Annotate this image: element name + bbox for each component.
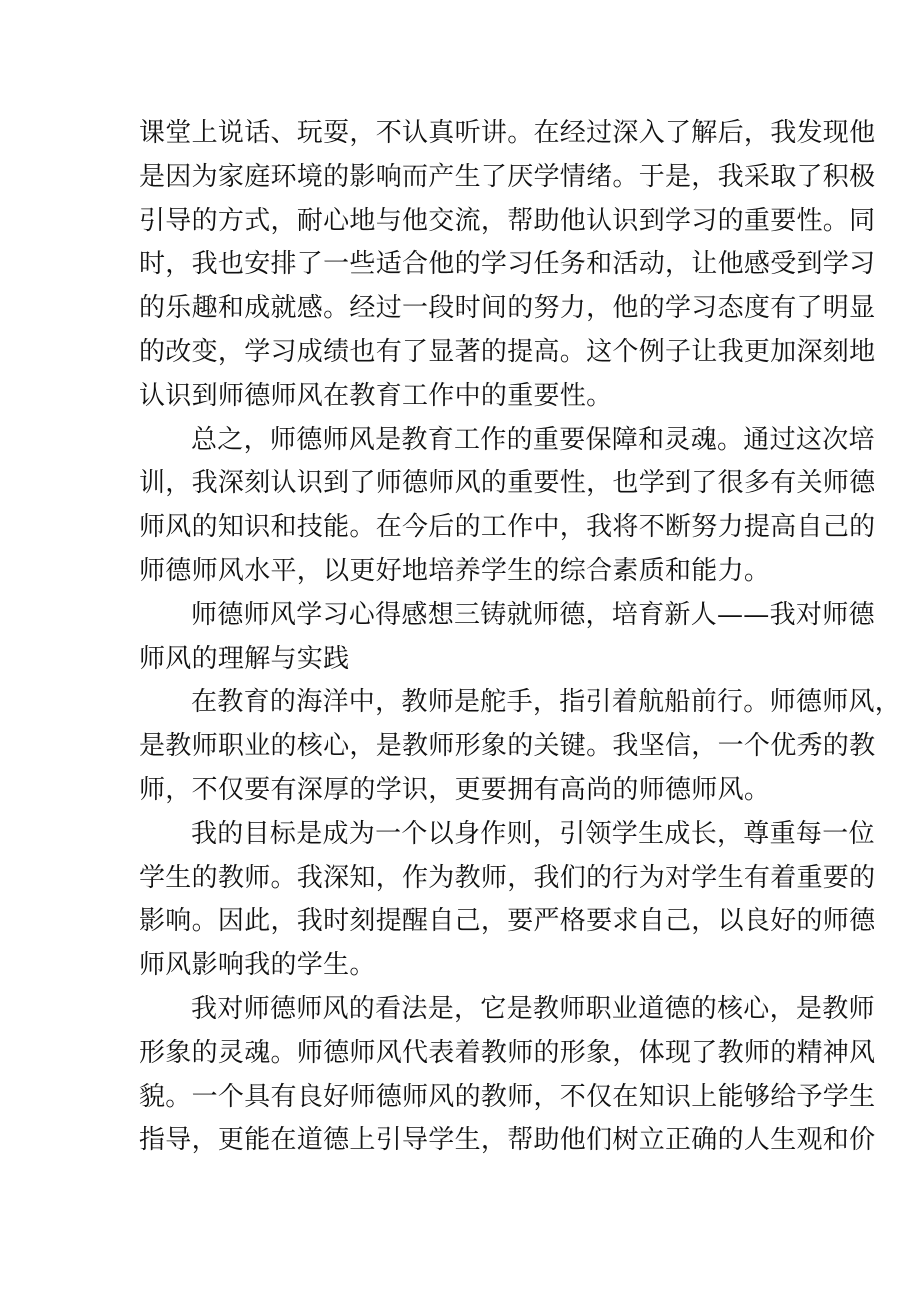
text-line: 在教育的海洋中，教师是舵手，指引着航船前行。师德师风， <box>191 687 902 718</box>
text-line: 的改变，学习成绩也有了显著的提高。这个例子让我更加深刻地 <box>139 336 876 367</box>
paragraph-intro-ocean <box>139 681 902 812</box>
text-line: 貌。一个具有良好师德师风的教师，不仅在知识上能够给予学生 <box>139 1081 876 1112</box>
text-line: 指导，更能在道德上引导学生，帮助他们树立正确的人生观和价 <box>139 1125 876 1156</box>
text-line: 我对师德师风的看法是，它是教师职业道德的核心，是教师 <box>191 993 875 1024</box>
text-line: 的乐趣和成就感。经过一段时间的努力，他的学习态度有了明显 <box>139 293 876 324</box>
text-line: 师德师风水平，以更好地培养学生的综合素质和能力。 <box>139 555 771 586</box>
text-line: 时，我也安排了一些适合他的学习任务和活动，让他感受到学习 <box>139 249 876 280</box>
text-line: 是教师职业的核心，是教师形象的关键。我坚信，一个优秀的教 <box>139 731 876 762</box>
text-line: 形象的灵魂。师德师风代表着教师的形象，体现了教师的精神风 <box>139 1037 876 1068</box>
text-line: 师风影响我的学生。 <box>139 950 376 981</box>
paragraph-continued-student-story <box>139 112 876 419</box>
paragraph-view <box>139 988 876 1163</box>
document-body <box>139 112 902 1163</box>
text-line: 总之，师德师风是教育工作的重要保障和灵魂。通过这次培 <box>191 424 875 455</box>
text-line: 师，不仅要有深厚的学识，更要拥有高尚的师德师风。 <box>139 774 771 805</box>
text-line: 师德师风学习心得感想三铸就师德，培育新人——我对师德 <box>191 599 875 630</box>
paragraph-conclusion <box>139 419 876 594</box>
text-line: 影响。因此，我时刻提醒自己，要严格要求自己，以良好的师德 <box>139 906 876 937</box>
text-line: 课堂上说话、玩耍，不认真听讲。在经过深入了解后，我发现他 <box>139 118 876 148</box>
text-line: 训，我深刻认识到了师德师风的重要性，也学到了很多有关师德 <box>139 468 876 499</box>
text-line: 师风的理解与实践 <box>139 643 350 674</box>
text-line: 认识到师德师风在教育工作中的重要性。 <box>139 380 613 411</box>
text-line: 是因为家庭环境的影响而产生了厌学情绪。于是，我采取了积极 <box>139 161 876 192</box>
paragraph-goal <box>139 813 876 988</box>
text-line: 师风的知识和技能。在今后的工作中，我将不断努力提高自己的 <box>139 512 876 543</box>
text-line: 学生的教师。我深知，作为教师，我们的行为对学生有着重要的 <box>139 862 876 893</box>
section-heading-paragraph <box>139 594 875 682</box>
text-line: 我的目标是成为一个以身作则，引领学生成长，尊重每一位 <box>191 818 875 849</box>
text-line: 引导的方式，耐心地与他交流，帮助他认识到学习的重要性。同 <box>139 205 876 236</box>
